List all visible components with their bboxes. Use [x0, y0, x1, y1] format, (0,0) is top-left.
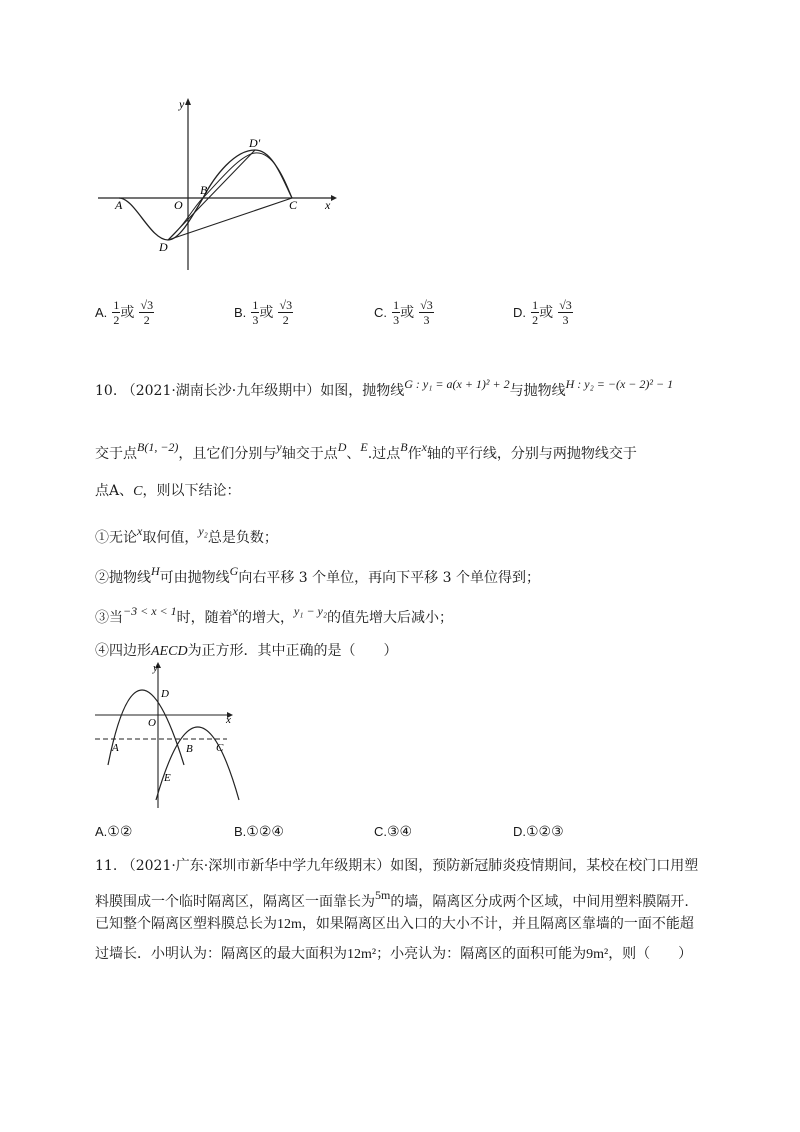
q10-label-y: y — [153, 662, 158, 674]
h-formula: H : y₂ = −(x − 2)² − 1 — [565, 377, 674, 391]
question-number: 10. — [95, 383, 118, 399]
q9-figure — [95, 95, 340, 275]
q10-figure — [92, 660, 242, 810]
question-source: （2021·湖南长沙·九年级期中）如图，抛物线 — [121, 383, 405, 399]
q10-conclusion-1: ①无论x取何值，y₂总是负数； — [95, 524, 278, 546]
sqrt-fraction: $\frac{√3}{2}$ — [140, 298, 154, 327]
q10-label-a: A — [112, 742, 119, 754]
q9-y-arrow — [185, 98, 191, 105]
q10-line-3: 点A、C，则以下结论： — [95, 483, 241, 499]
q9-option-c[interactable] — [374, 298, 434, 327]
or-text: 或 — [259, 305, 274, 321]
q11-line-4: 过墙长．小明认为：隔离区的最大面积为12m²；小亮认为：隔离区的面积可能为9m²，则（ ） — [95, 946, 693, 962]
q10-line-1 — [95, 374, 673, 401]
fraction: $\frac{1}{3}$ — [393, 298, 400, 327]
or-text: 或 — [120, 305, 135, 321]
q9-label-y: y — [179, 97, 185, 111]
q9-label-a: A — [115, 198, 123, 212]
fraction: $\frac{1}{2}$ — [532, 298, 539, 327]
option-letter: B. — [234, 305, 247, 320]
q10-option-b[interactable]: B.①②④ — [234, 824, 284, 840]
q9-option-a[interactable] — [95, 298, 154, 327]
q10-label-o: O — [148, 717, 156, 729]
q11-line-2: 料膜围成一个临时隔离区，隔离区一面靠长为5m的墙，隔离区分成两个区域，中间用塑料膜隔开. — [95, 888, 689, 910]
q11-line-1: 11. （2021·广东·深圳市新华中学九年级期末）如图，预防新冠肺炎疫情期间，某校在校门口用塑 — [95, 858, 699, 874]
q10-label-c: C — [216, 742, 224, 754]
q10-parabola-h — [156, 727, 239, 800]
q9-label-c: C — [289, 198, 298, 212]
point-b: B(1, −2) — [137, 440, 179, 454]
question-number: 11. — [95, 858, 118, 874]
q10-option-d[interactable]: D.①②③ — [513, 824, 564, 840]
sqrt-fraction: $\frac{√3}{2}$ — [279, 298, 293, 327]
q10-option-c[interactable]: C.③④ — [374, 824, 413, 840]
q11-line-3: 已知整个隔离区塑料膜总长为12m，如果隔离区出入口的大小不计，并且隔离区靠墙的一面不能超 — [95, 916, 694, 932]
q9-curve-2 — [168, 153, 292, 240]
q10-label-b: B — [186, 743, 193, 755]
q9-label-x: x — [325, 198, 331, 212]
or-text: 或 — [539, 305, 554, 321]
q9-option-b[interactable] — [234, 298, 293, 327]
sqrt-fraction: $\frac{√3}{3}$ — [420, 298, 433, 327]
q9-label-b: B — [200, 183, 208, 197]
or-text: 或 — [400, 305, 415, 321]
q10-line-2: 交于点B(1, −2)，且它们分别与y轴交于点D、E.过点B作x轴的平行线，分别与两抛物线交于 — [95, 440, 637, 462]
option-letter: A. — [95, 305, 108, 320]
q10-label-x: x — [226, 714, 231, 726]
q10-conclusion-3: ③当−3 < x < 1时，随着x的增大，y₁ − y₂的值先增大后减小； — [95, 604, 454, 626]
sqrt-fraction: $\frac{√3}{3}$ — [559, 298, 572, 327]
q10-conclusion-4: ④四边形AECD为正方形．其中正确的是（ ） — [95, 643, 398, 659]
option-letter: C. — [374, 305, 387, 320]
q9-label-o: O — [174, 198, 183, 212]
fraction: $\frac{1}{3}$ — [252, 298, 259, 327]
option-letter: D. — [513, 305, 526, 320]
q9-x-arrow — [331, 195, 337, 201]
q9-label-d: D — [159, 240, 168, 254]
q10-option-a[interactable]: A.①② — [95, 824, 133, 840]
fraction: $\frac{1}{2}$ — [113, 298, 120, 327]
connector-text: 与抛物线 — [509, 383, 566, 399]
q9-option-d[interactable] — [513, 298, 573, 327]
q9-line-ddp — [168, 150, 255, 240]
q10-label-e: E — [164, 772, 171, 784]
q10-label-d: D — [161, 688, 169, 700]
q9-label-dprime: D' — [249, 136, 261, 150]
g-formula: G : y₁ = a(x + 1)² + 2 — [404, 377, 510, 391]
q10-conclusion-2: ②抛物线H可由抛物线G向右平移 3 个单位，再向下平移 3 个单位得到； — [95, 564, 540, 586]
